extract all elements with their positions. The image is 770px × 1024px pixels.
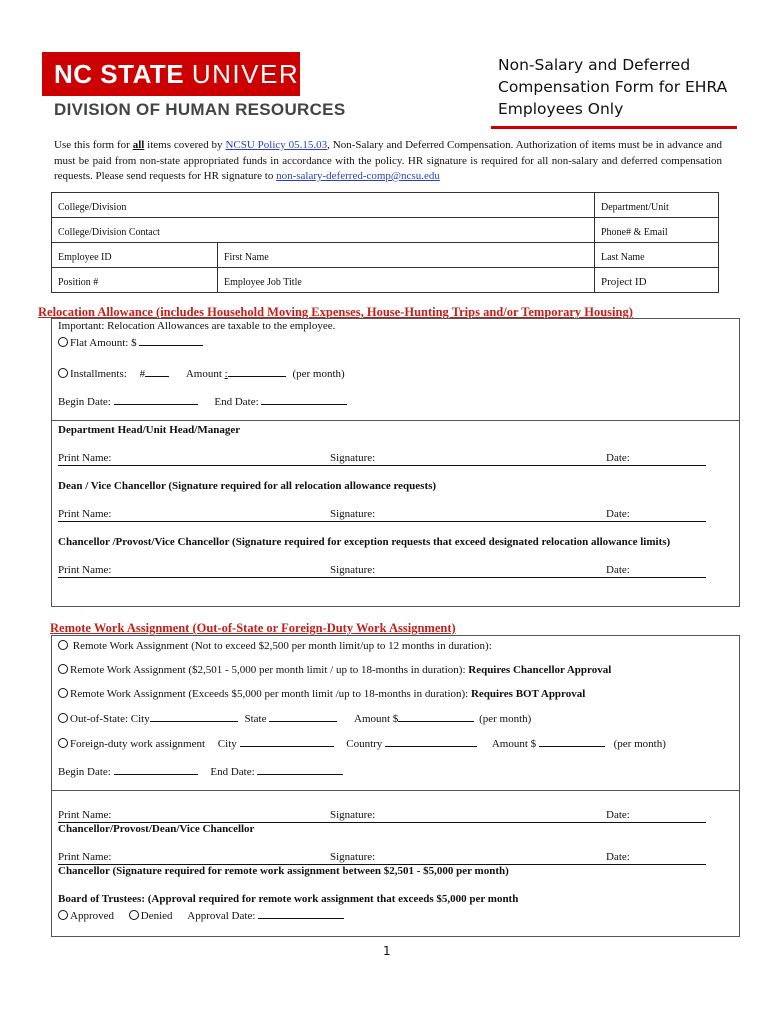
signature-label: Signature: (330, 508, 376, 520)
approval-date-input[interactable] (258, 909, 344, 919)
bot-approval-row (58, 909, 344, 922)
remote-option-3-label: Remote Work Assignment (Exceeds $5,000 per month limit /up to 18-months in duration): (70, 688, 471, 700)
remote-option-3-radio[interactable] (58, 688, 68, 698)
relocation-end-input[interactable] (261, 395, 347, 405)
foreign-city-input[interactable] (240, 737, 334, 747)
page-number: 1 (383, 944, 391, 958)
first-name-field[interactable]: First Name (218, 243, 595, 268)
dept-head-signature-row[interactable] (58, 452, 706, 466)
installments-amount-input[interactable] (228, 367, 286, 377)
dean-heading: Dean / Vice Chancellor (Signature required for all relocation allowance requests) (58, 480, 437, 492)
flat-amount-label: Flat Amount: $ (70, 337, 137, 349)
position-number-field[interactable]: Position # (52, 268, 218, 293)
remote-option-3-requirement: Requires BOT Approval (470, 688, 586, 700)
date-label: Date: (606, 508, 630, 520)
chancellor-signature-row[interactable] (58, 851, 706, 865)
relocation-important-note: Important: Relocation Allowances are taxable to the employee. (58, 320, 336, 332)
dean-signature-row[interactable] (58, 508, 706, 522)
installments-radio[interactable] (58, 368, 68, 378)
installments-amount-label: Amount (185, 368, 222, 380)
denied-label: Denied (140, 910, 173, 922)
info-row-1 (52, 193, 719, 218)
policy-link[interactable]: NCSU Policy 05.15.03 (225, 139, 328, 151)
print-name-label: Print Name: (58, 452, 112, 464)
dept-head-heading: Department Head/Unit Head/Manager (58, 424, 241, 436)
foreign-duty-label: Foreign-duty work assignment (70, 738, 206, 750)
signature-label: Signature: (330, 564, 376, 576)
signature-label: Signature: (330, 809, 376, 821)
remote-option-2-radio[interactable] (58, 664, 68, 674)
denied-radio[interactable] (129, 910, 139, 920)
out-of-state-per-month: (per month) (479, 713, 532, 725)
relocation-divider (51, 420, 740, 421)
email-link[interactable]: non-salary-deferred-comp@ncsu.edu (276, 170, 440, 182)
intro-all: all (132, 139, 145, 151)
out-of-state-option (58, 712, 531, 725)
date-label: Date: (606, 564, 630, 576)
flat-amount-radio[interactable] (58, 337, 68, 347)
remote-box (51, 635, 740, 937)
installments-per-month: (per month) (292, 368, 345, 380)
logo-main: NC STATE (54, 59, 185, 89)
print-name-label: Print Name: (58, 851, 112, 863)
foreign-city-label: City (217, 738, 237, 750)
bot-label: Board of Trustees (58, 893, 142, 905)
chancellor-exception-heading: Chancellor /Provost/Vice Chancellor (Signature required for exception requests that exceed designated relocation allowance limits) (58, 536, 671, 548)
signature-label: Signature: (330, 851, 376, 863)
college-contact-field[interactable]: College/Division Contact (52, 218, 595, 243)
intro-paragraph (54, 138, 722, 185)
signature-label: Signature: (330, 452, 376, 464)
remote-divider (51, 790, 740, 791)
chancellor-heading: Chancellor (Signature required for remote work assignment between $2,501 - $5,000 per month) (58, 865, 509, 877)
installments-option (58, 367, 345, 380)
remote-begin-label: Begin Date: (58, 766, 111, 778)
remote-begin-input[interactable] (114, 765, 198, 775)
relocation-begin-input[interactable] (114, 395, 198, 405)
date-label: Date: (606, 452, 630, 464)
info-row-4 (52, 268, 719, 293)
chancellor-group-heading: Chancellor/Provost/Dean/Vice Chancellor (58, 823, 255, 835)
approval-date-label: Approval Date: (187, 910, 256, 922)
foreign-amount-label: Amount $ (491, 738, 537, 750)
remote-section-title (50, 621, 456, 636)
foreign-country-label: Country (346, 738, 383, 750)
flat-amount-option (58, 336, 203, 349)
foreign-duty-option (58, 737, 666, 750)
remote-option-1-label: Remote Work Assignment (Not to exceed $2,500 per month limit/up to 12 months in duration): (72, 640, 492, 652)
remote-dates (58, 765, 343, 778)
foreign-country-input[interactable] (385, 737, 477, 747)
installments-colon: : (224, 368, 228, 380)
logo-subtitle: DIVISION OF HUMAN RESOURCES (54, 100, 346, 119)
out-of-state-radio[interactable] (58, 713, 68, 723)
out-of-state-amount-label: Amount $ (354, 713, 399, 725)
out-of-state-state-label: State (244, 713, 267, 725)
remote-option-2-requirement: Requires Chancellor Approval (468, 664, 612, 676)
bot-heading (58, 893, 518, 905)
remote-option-3 (58, 688, 585, 700)
relocation-end-label: End Date: (214, 396, 259, 408)
flat-amount-input[interactable] (139, 336, 203, 346)
logo-wordmark (54, 58, 363, 90)
print-name-label: Print Name: (58, 564, 112, 576)
remote-title-text: Remote Work Assignment (Out-of-State or Foreign-Duty Work Assignment) (50, 621, 456, 635)
relocation-title-text: Relocation Allowance (includes Household Moving Expenses, House-Hunting Trips and/or Temporary Housing) (38, 305, 633, 319)
last-name-field[interactable]: Last Name (595, 243, 719, 268)
print-name-label: Print Name: (58, 809, 112, 821)
installments-hash: # (139, 368, 146, 380)
remote-option-1-radio[interactable] (58, 640, 68, 650)
intro-text-2: items covered by (144, 139, 226, 151)
info-row-2 (52, 218, 719, 243)
intro-text-3: , Non-Salary and Deferred Compensation. Authorization of items must be in advance and must be paid from non-state appropriated funds in accordance with the policy. HR signature is required for all non-salary and deferred compensation requests. Please send requests for HR signature to (54, 139, 722, 182)
out-of-state-city-input[interactable] (150, 712, 238, 722)
foreign-duty-radio[interactable] (58, 738, 68, 748)
info-row-3 (52, 243, 719, 268)
title-line-3: Employees Only (498, 100, 624, 118)
foreign-amount-input[interactable] (539, 737, 605, 747)
date-label: Date: (606, 809, 630, 821)
phone-email-field[interactable]: Phone# & Email (595, 218, 719, 243)
out-of-state-amount-input[interactable] (398, 712, 474, 722)
employee-id-field[interactable]: Employee ID (52, 243, 218, 268)
approved-radio[interactable] (58, 910, 68, 920)
logo-light: UNIVERSITY (191, 59, 363, 89)
relocation-begin-label: Begin Date: (58, 396, 111, 408)
approved-label: Approved (70, 910, 114, 922)
college-division-field[interactable]: College/Division (52, 193, 595, 218)
date-label: Date: (606, 851, 630, 863)
remote-option-1 (58, 640, 492, 652)
remote-option-2 (58, 664, 611, 676)
job-title-field[interactable]: Employee Job Title (218, 268, 595, 293)
title-line-1: Non-Salary and Deferred (498, 56, 691, 74)
print-name-label: Print Name: (58, 508, 112, 520)
employee-info-table (51, 192, 719, 293)
chancellor-group-signature-row[interactable] (58, 809, 706, 823)
project-id-field[interactable]: Project ID (595, 268, 719, 293)
remote-option-2-label: Remote Work Assignment ($2,501 - 5,000 per month limit / up to 18-months in duration): (70, 664, 469, 676)
title-line-2: Compensation Form for EHRA (498, 78, 728, 96)
relocation-dates (58, 395, 347, 408)
remote-end-input[interactable] (257, 765, 343, 775)
bot-requirement: : (Approval required for remote work assignment that exceeds $5,000 per month (141, 893, 519, 905)
department-unit-field[interactable]: Department/Unit (595, 193, 719, 218)
remote-end-label: End Date: (210, 766, 255, 778)
chancellor-exception-signature-row[interactable] (58, 564, 706, 578)
title-underline (491, 126, 737, 129)
foreign-per-month: (per month) (613, 738, 666, 750)
out-of-state-city-label: Out-of-State: City (70, 713, 150, 725)
installments-count-input[interactable] (145, 367, 169, 377)
intro-text-1: Use this form for (54, 139, 133, 151)
out-of-state-state-input[interactable] (269, 712, 337, 722)
form-title (498, 54, 738, 120)
installments-label: Installments: (70, 368, 127, 380)
